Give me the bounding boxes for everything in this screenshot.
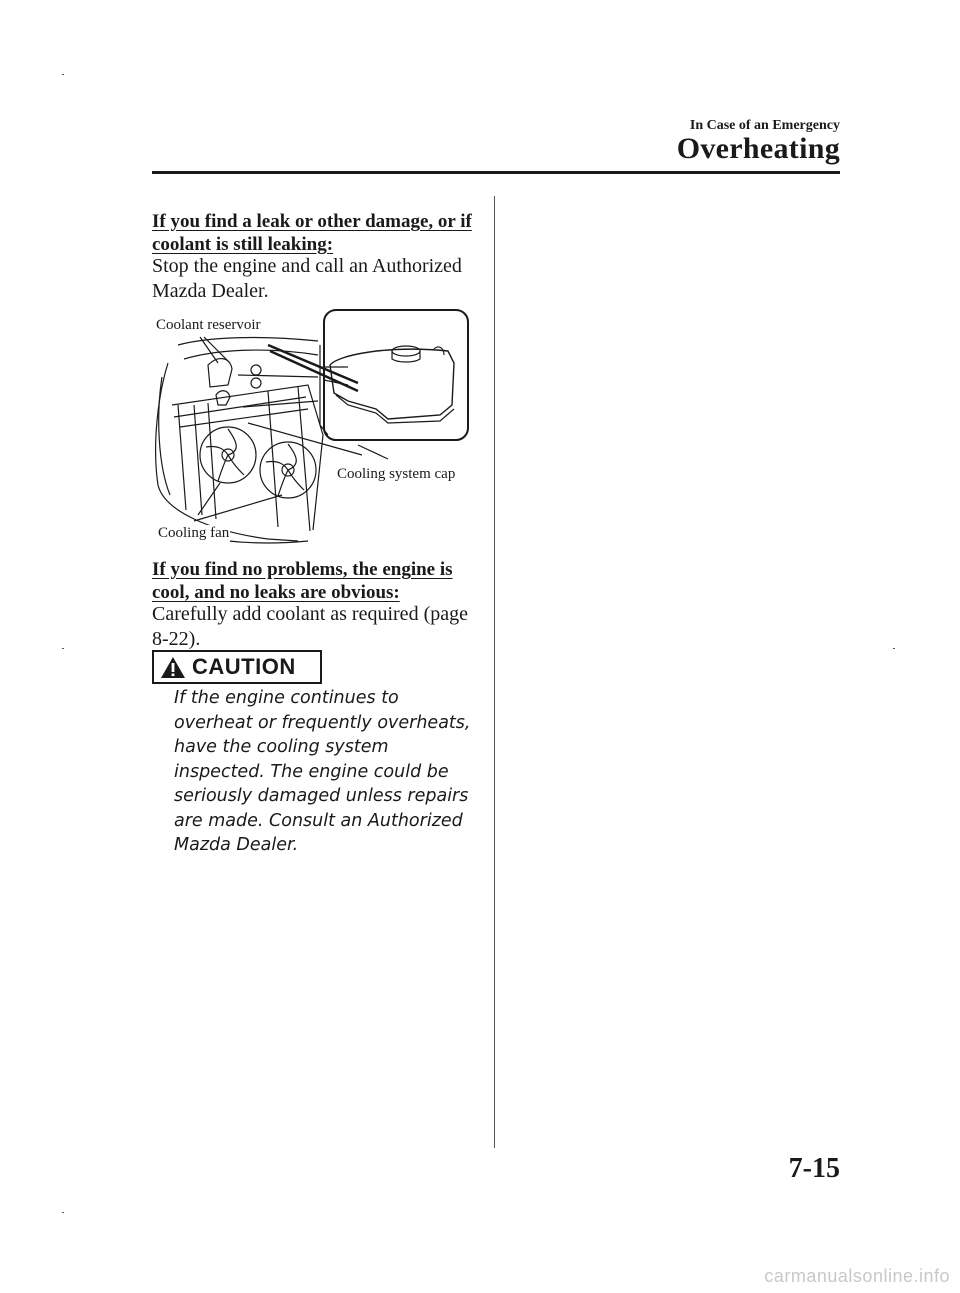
- page-title: Overheating: [676, 132, 840, 165]
- crop-mark: [62, 648, 64, 649]
- crop-mark: [893, 648, 895, 649]
- watermark: carmanualsonline.info: [764, 1266, 950, 1286]
- header-rule: [152, 171, 840, 174]
- no-problems-body: Carefully add coolant as required (page 8-22).: [152, 603, 468, 650]
- leak-heading: If you find a leak or other damage, or if coolant is still leaking:: [152, 211, 472, 255]
- warning-triangle-icon: [160, 656, 186, 679]
- crop-mark: [62, 1212, 64, 1213]
- column-divider: [494, 196, 495, 1148]
- page-number: 7-15: [788, 1153, 840, 1184]
- engine-illustration: [148, 305, 478, 550]
- caution-text: If the engine continues to overheat or frequently overheats, have the cooling system inspected. The engine could be seriously damaged unless repairs are made. Consult an Authorized Mazda Dealer.: [174, 688, 471, 855]
- callout-cooling-system-cap: Cooling system cap: [337, 466, 456, 482]
- engine-drawing-icon: [148, 305, 478, 550]
- no-problems-heading: If you find no problems, the engine is cool, and no leaks are obvious:: [152, 559, 453, 603]
- callout-coolant-reservoir: Coolant reservoir: [156, 317, 261, 333]
- crop-mark: [62, 74, 64, 75]
- caution-label: CAUTION: [192, 654, 296, 679]
- leak-body: Stop the engine and call an Authorized Mazda Dealer.: [152, 255, 462, 302]
- section-title: In Case of an Emergency: [689, 118, 840, 133]
- caution-badge: [152, 650, 322, 684]
- callout-cooling-fan: Cooling fan: [158, 525, 230, 541]
